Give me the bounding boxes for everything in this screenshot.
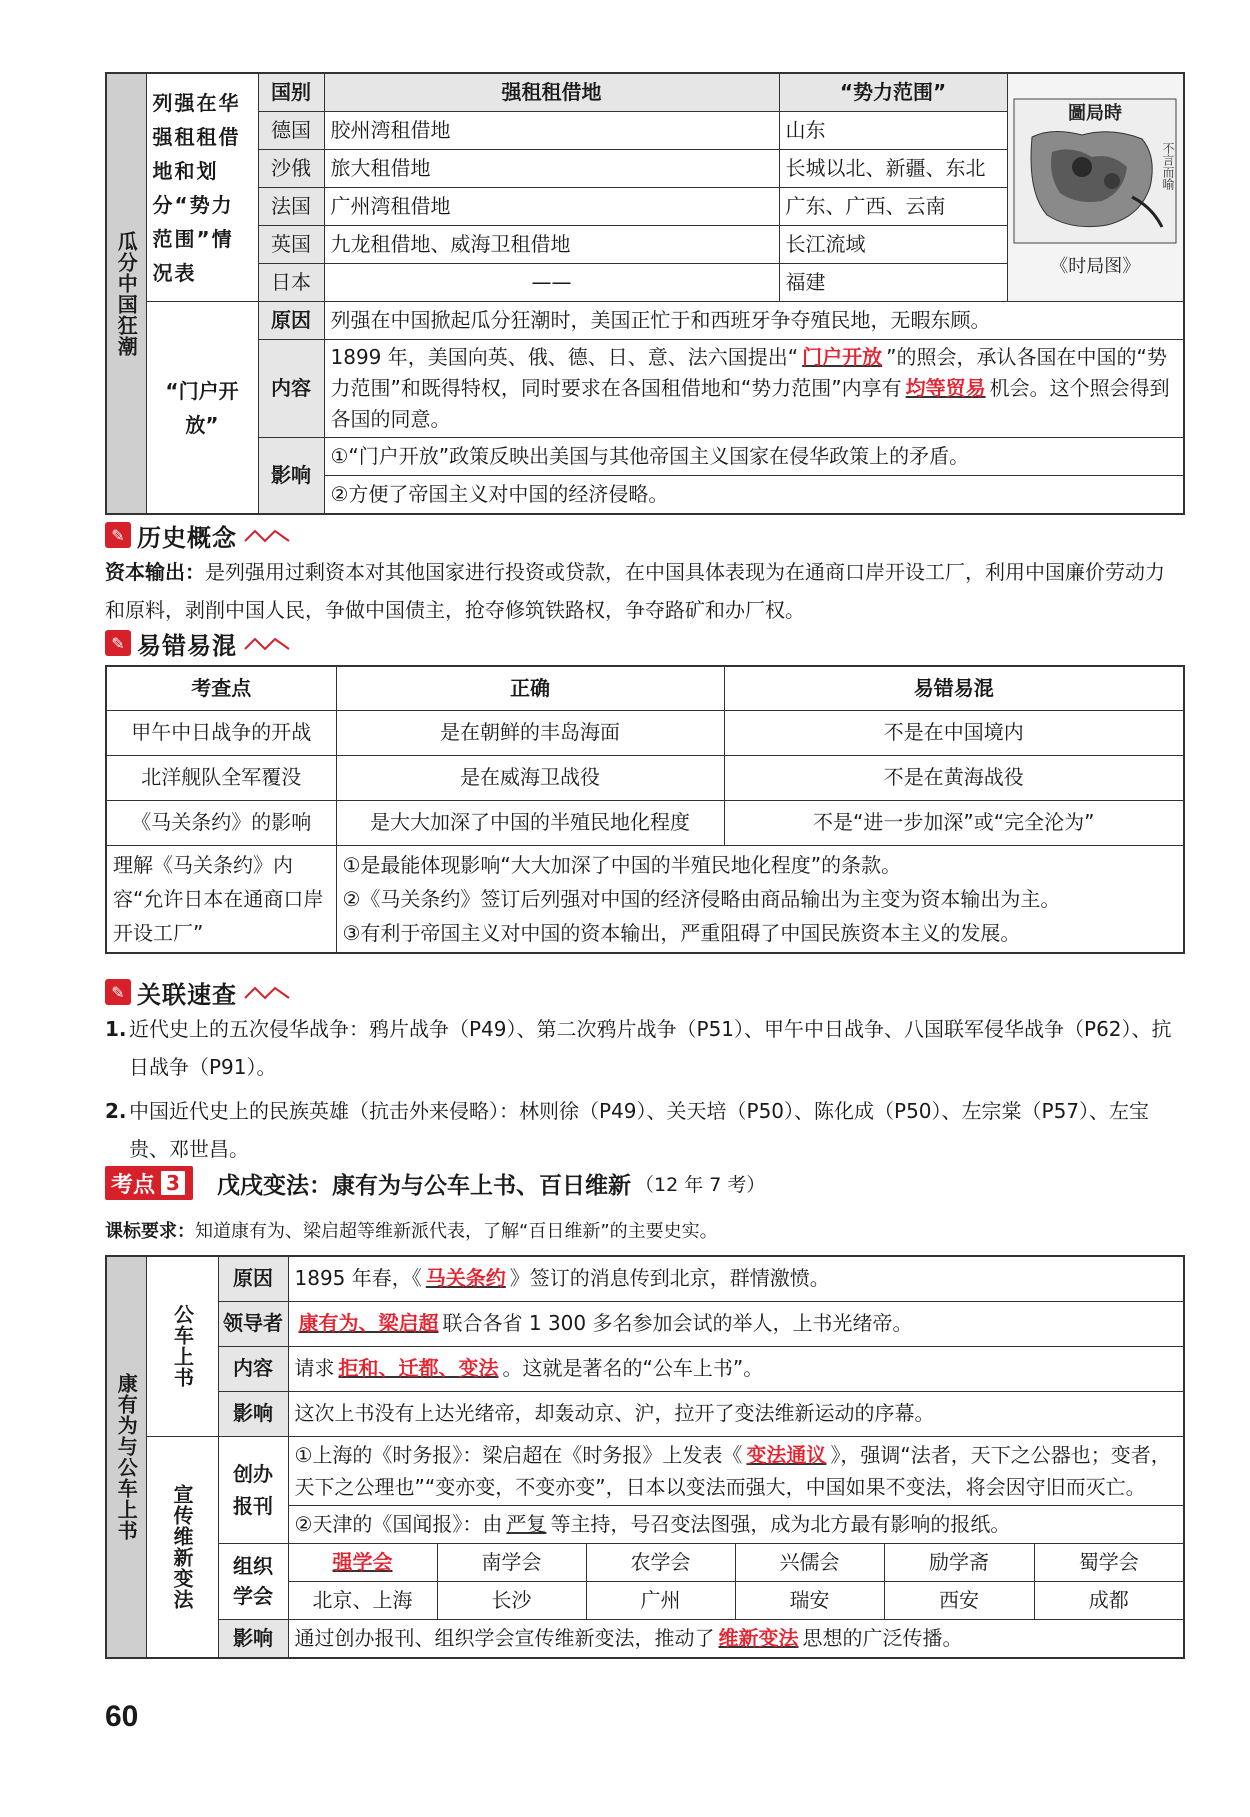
answer-equal-trade: 均等贸易 — [905, 376, 986, 400]
col-header-country: 国别 — [258, 73, 324, 112]
propaganda-label: 宣传维新变法 — [146, 1436, 218, 1658]
side-label-scramble: 瓜分中国狂潮 — [106, 73, 146, 514]
gongche-label: 公车上书 — [146, 1256, 218, 1436]
col-header-lease: 强租租借地 — [324, 73, 779, 112]
concept-text: 资本输出：是列强用过剩资本对其他国家进行投资或贷款，在中国具体表现为在通商口岸开设工厂，利用中国廉价劳动力和原料，剥削中国人民，争做中国债主，抢夺修筑铁路权，争夺路矿和办厂权。 — [105, 560, 1165, 622]
table-row: 甲午中日战争的开战 是在朝鲜的丰岛海面 不是在中国境内 — [106, 710, 1184, 755]
lease-row: 德国 胶州湾租借地 山东 — [106, 112, 1184, 150]
pencil-icon: ✎ — [105, 630, 131, 656]
paper-item: ②天津的《国闻报》：由 严复 等主持，号召变法图强，成为北方最有影响的报纸。 — [288, 1505, 1184, 1543]
impact2-text: 通过创办报刊、组织学会宣传维新变法，推动了 维新变法 思想的广泛传播。 — [288, 1619, 1184, 1658]
concept-header: ✎ 历史概念 — [105, 518, 291, 552]
related-header: ✎ 关联速查 — [105, 975, 291, 1009]
society-name: 兴儒会 — [735, 1543, 884, 1581]
curriculum-requirement: 课标要求：知道康有为、梁启超等维新派代表，了解“百日维新”的主要史实。 — [105, 1221, 718, 1242]
society-place: 长沙 — [437, 1581, 586, 1619]
society-place: 西安 — [884, 1581, 1034, 1619]
answer-open-door: 门户开放 — [802, 345, 883, 369]
kaodian-badge: 考点 3 — [105, 1166, 193, 1200]
confuse-header: ✎ 易错易混 — [105, 626, 291, 660]
paper-item: ①上海的《时务报》：梁启超在《时务报》上发表《 变法通议 》，强调“法者，天下之公器也；变者，天下之公理也”“变亦变，不变亦变”，日本以变法而强大，中国如果不变法，将会因守旧而灭亡。 — [288, 1436, 1184, 1505]
impact-item: ②方便了帝国主义对中国的经济侵略。 — [324, 476, 1184, 515]
scramble-table — [105, 72, 1185, 515]
society-name: 励学斋 — [884, 1543, 1034, 1581]
list-item: 1. 近代史上的五次侵华战争：鸦片战争（P49）、第二次鸦片战争（P51）、甲午中日战争、八国联军侵华战争（P62）、抗日战争（P91）。 — [105, 1017, 1172, 1079]
col-header-right: 正确 — [336, 666, 724, 710]
kaodian-note: （12 年 7 考） — [635, 1173, 766, 1196]
leader-text: 康有为、梁启超 联合各省 1 300 多名参加会试的举人，上书光绪帝。 — [288, 1301, 1184, 1346]
lease-row: 英国 九龙租借地、威海卫租借地 长江流域 — [106, 226, 1184, 264]
impact2-label: 影响 — [218, 1619, 288, 1658]
answer-request: 拒和、迁都、变法 — [338, 1356, 499, 1380]
society-place: 广州 — [586, 1581, 735, 1619]
map-side-text: 不言而喻 — [1160, 141, 1175, 190]
kaodian-title: 戊戌变法：康有为与公车上书、百日维新 — [217, 1171, 632, 1199]
answer-treaty: 马关条约 — [425, 1266, 506, 1291]
side-label-gongche: 康有为与公车上书 — [106, 1256, 146, 1658]
impact-text: 这次上书没有上达光绪帝，却轰动京、沪，拉开了变法维新运动的序幕。 — [288, 1391, 1184, 1436]
zigzag-icon — [243, 525, 291, 545]
confuse-table — [105, 665, 1185, 954]
society-name: 南学会 — [437, 1543, 586, 1581]
answer-bianfa: 变法通议 — [746, 1442, 827, 1467]
reason-text: 列强在中国掀起瓜分狂潮时，美国正忙于和西班牙争夺殖民地，无暇东顾。 — [324, 302, 1184, 340]
col-header-sphere: “势力范围” — [779, 73, 1007, 112]
map-title: 圖局時 — [1067, 102, 1122, 124]
pencil-icon: ✎ — [105, 979, 131, 1005]
society-place: 北京、上海 — [288, 1581, 437, 1619]
related-list — [105, 1010, 1183, 1168]
map-caption: 《时局图》 — [1050, 255, 1141, 277]
paper-label: 创办报刊 — [218, 1436, 288, 1543]
content-label: 内容 — [258, 340, 324, 438]
impact-item: ①“门户开放”政策反映出美国与其他帝国主义国家在侵华政策上的矛盾。 — [324, 438, 1184, 476]
reform-table — [105, 1255, 1185, 1659]
page-number: 60 — [105, 1700, 139, 1733]
list-item: 2. 中国近代史上的民族英雄（抗击外来侵略）：林则徐（P49）、关天培（P50）、陈化成（P50）、左宗棠（P57）、左宝贵、邓世昌。 — [105, 1099, 1150, 1161]
answer-leaders: 康有为、梁启超 — [298, 1311, 439, 1335]
col-header-point: 考查点 — [106, 666, 336, 710]
table-row: 理解《马关条约》内容“允许日本在通商口岸开设工厂” ①是最能体现影响“大大加深了中国的半殖民地化程度”的条款。 ②《马关条约》签订后列强对中国的经济侵略由商品输出为主变为资本输出为主。 ③有利于帝国主义对中国的资本输出，严重阻碍了中国民族资本主义的发展。 — [106, 845, 1184, 953]
reason-label: 原因 — [258, 302, 324, 340]
society-label: 组织学会 — [218, 1543, 288, 1619]
lease-row: 沙俄 旅大租借地 长城以北、新疆、东北 — [106, 150, 1184, 188]
impact-label: 影响 — [218, 1391, 288, 1436]
reason-label: 原因 — [218, 1256, 288, 1301]
open-door-label: “门户开放” — [146, 302, 258, 515]
answer-yanfu: 严复 — [506, 1511, 547, 1536]
table-row: 《马关条约》的影响 是大大加深了中国的半殖民地化程度 不是“进一步加深”或“完全沦为” — [106, 800, 1184, 845]
pencil-icon: ✎ — [105, 522, 131, 548]
shiju-map-image — [1012, 97, 1178, 245]
kaodian-header — [105, 1166, 765, 1200]
answer-qiangxue: 强学会 — [332, 1549, 393, 1574]
content-text: 1899 年，美国向英、俄、德、日、意、法六国提出“ 门户开放 ”的照会，承认各国在中国的“势力范围”和既得特权，同时要求在各国租借地和“势力范围”内享有 均等贸易 机会。这个照会得到各国的同意。 — [324, 340, 1184, 438]
content-label: 内容 — [218, 1346, 288, 1391]
society-name: 蜀学会 — [1034, 1543, 1184, 1581]
society-place: 成都 — [1034, 1581, 1184, 1619]
leader-label: 领导者 — [218, 1301, 288, 1346]
society-place: 瑞安 — [735, 1581, 884, 1619]
col-header-wrong: 易错易混 — [724, 666, 1184, 710]
map-cell — [1007, 73, 1184, 302]
table-row: 北洋舰队全军覆没 是在威海卫战役 不是在黄海战役 — [106, 755, 1184, 800]
reason-text: 1895 年春，《 马关条约 》签订的消息传到北京，群情激愤。 — [288, 1256, 1184, 1301]
lease-row: 法国 广州湾租借地 广东、广西、云南 — [106, 188, 1184, 226]
content-text: 请求 拒和、迁都、变法 。这就是著名的“公车上书”。 — [288, 1346, 1184, 1391]
lease-row: 日本 —— 福建 — [106, 264, 1184, 302]
leasing-label: 列强在华强租租借地和划分“势力范围”情况表 — [146, 73, 258, 302]
zigzag-icon — [243, 982, 291, 1002]
zigzag-icon — [243, 633, 291, 653]
impact-label: 影响 — [258, 438, 324, 515]
society-name: 农学会 — [586, 1543, 735, 1581]
answer-reform: 维新变法 — [718, 1625, 799, 1650]
